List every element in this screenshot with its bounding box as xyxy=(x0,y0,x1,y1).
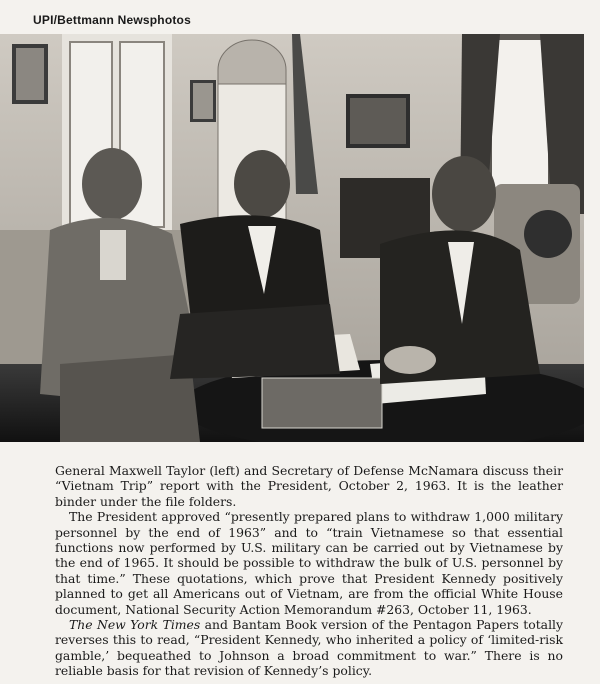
caption-paragraph-3 xyxy=(55,617,563,679)
photo-credit: UPI/Bettmann Newsphotos xyxy=(33,13,191,27)
historical-photograph xyxy=(0,34,584,442)
caption-paragraph-1: General Maxwell Taylor (left) and Secretary of Defense McNamara discuss their “Vietnam Trip” report with the President, October 2, 1963. It is the leather binder under the file folders. xyxy=(55,463,563,509)
caption-paragraph-2: The President approved “presently prepared plans to withdraw 1,000 military personnel by the end of 1963” and to “train Vietnamese so that essential functions now performed by U.S. military can be carried out by Vietnamese by the end of 1965. It should be possible to withdraw the bulk of U.S. personnel by that time.” These quotations, which prove that President Kennedy positively planned to get all Americans out of Vietnam, are from the official White House document, National Security Action Memorandum #263, October 11, 1963. xyxy=(55,509,563,617)
newspaper-title: The New York Times xyxy=(69,617,201,633)
caption-paragraph-3-text: and Bantam Book version of the Pentagon Papers totally reverses this to read, “President Kennedy, who inherited a policy of ‘limited-risk gamble,’ bequeathed to Johnson a broad commitment to war.” There is no reliable basis for that revision of Kennedy’s policy. xyxy=(55,617,563,679)
photo-caption xyxy=(55,463,563,679)
